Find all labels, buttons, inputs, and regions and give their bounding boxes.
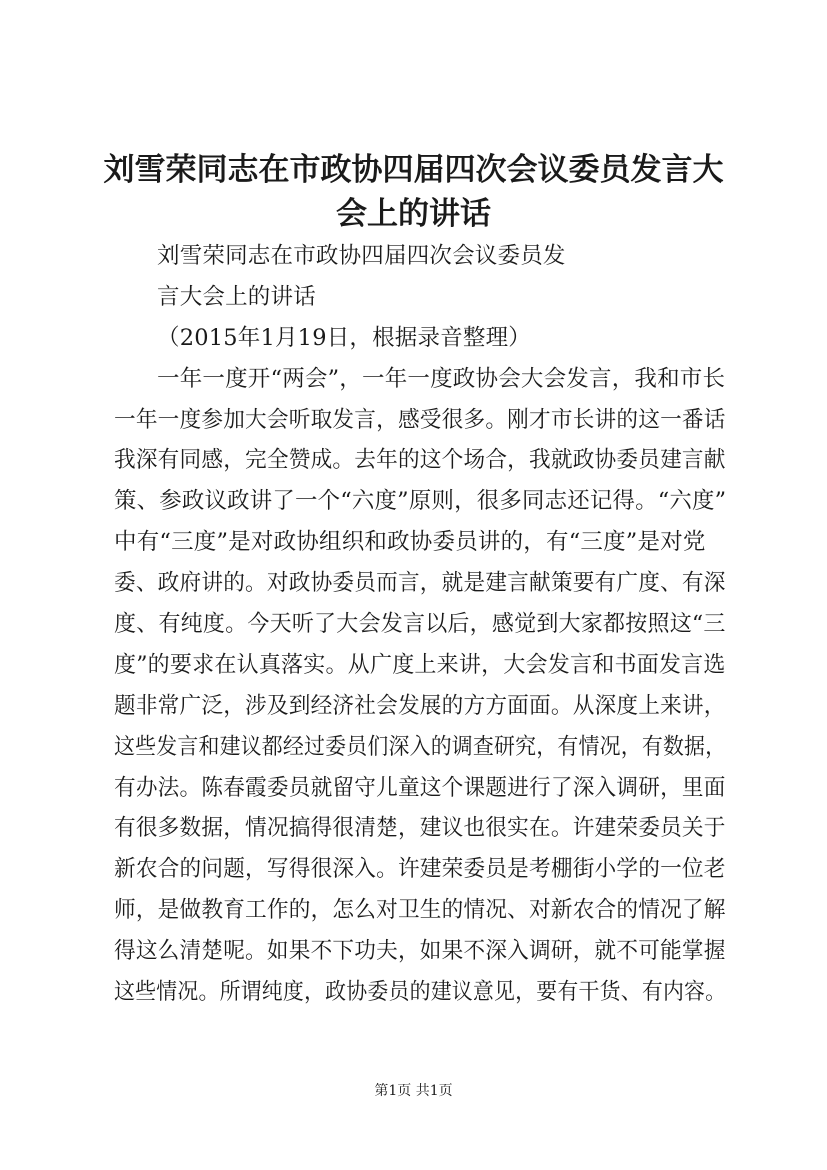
- paragraph-line: 有办法。陈春霞委员就留守儿童这个课题进行了深入调研，里面: [114, 774, 726, 801]
- paragraph-line: 这些发言和建议都经过委员们深入的调查研究，有情况，有数据，: [114, 733, 727, 760]
- subtitle-line-1: 刘雪荣同志在市政协四届四次会议委员发: [157, 243, 566, 269]
- title-line-1: 刘雪荣同志在市政协四届四次会议委员发言大: [103, 152, 724, 188]
- paragraph-line: 我深有同感，完全赞成。去年的这个场合，我就政协委员建言献: [114, 447, 726, 474]
- paragraph-line: 题非常广泛，涉及到经济社会发展的方方面面。从深度上来讲，: [114, 692, 726, 719]
- subtitle-line-2: 言大会上的讲话: [157, 283, 316, 310]
- paragraph-line: 中有“三度”是对政协组织和政协委员讲的，有“三度”是对党: [114, 529, 706, 556]
- paragraph-line: 这些情况。所谓纯度，政协委员的建议意见，要有干货、有内容。: [114, 979, 727, 1006]
- paragraph-line: 得这么清楚呢。如果不下功夫，如果不深入调研，就不可能掌握: [114, 938, 726, 965]
- document-title: [100, 148, 727, 236]
- paragraph-line: 委、政府讲的。对政协委员而言，就是建言献策要有广度、有深: [114, 570, 726, 597]
- title-line-2: 会上的讲话: [336, 196, 491, 232]
- paragraph-line: 新农合的问题，写得很深入。许建荣委员是考棚街小学的一位老: [114, 856, 726, 883]
- paragraph-line: 一年一度开“两会”，一年一度政协会大会发言，我和市长: [157, 365, 726, 392]
- paragraph-line: 策、参政议政讲了一个“六度”原则，很多同志还记得。“六度”: [114, 488, 727, 515]
- paragraph-line: 一年一度参加大会听取发言，感受很多。刚才市长讲的这一番话: [114, 406, 726, 433]
- paragraph-line: 度、有纯度。今天听了大会发言以后，感觉到大家都按照这“三: [114, 611, 726, 638]
- paragraph-line: 有很多数据，情况搞得很清楚，建议也很实在。许建荣委员关于: [114, 815, 726, 842]
- date-note: （2015年1月19日，根据录音整理）: [157, 324, 532, 351]
- paragraph-line: 度”的要求在认真落实。从广度上来讲，大会发言和书面发言选: [114, 651, 726, 678]
- page-footer: 第1页 共1页: [374, 1083, 453, 1099]
- document-body: [114, 236, 726, 1013]
- paragraph-line: 师，是做教育工作的，怎么对卫生的情况、对新农合的情况了解: [114, 897, 726, 924]
